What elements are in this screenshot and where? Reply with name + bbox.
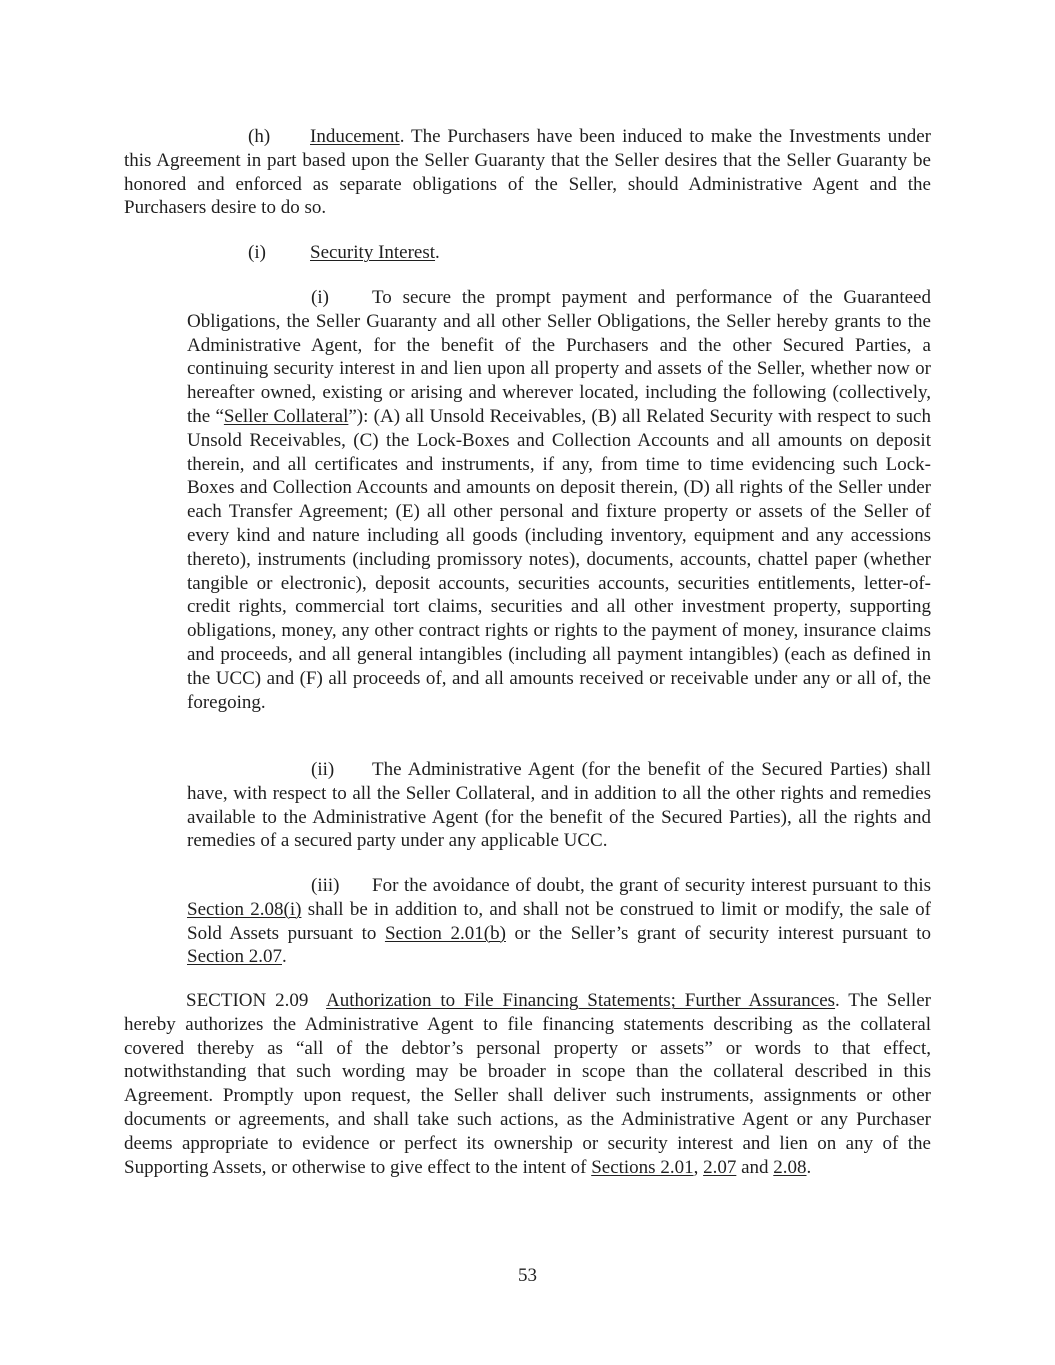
subparagraph-ii	[187, 758, 931, 853]
paragraph-label: (h)	[248, 126, 271, 147]
section-text: . The Seller hereby authorizes the Administrative Agent to file financing statements describing as the collateral covered thereby as “all of the debtor’s personal property or assets” or words to that effect, notwithstanding that such wording may be broader in scope than the collateral described in this Agreement. Promptly upon request, the Seller shall deliver such instruments, assignments or other documents or agreements, and shall take such actions, as the Administrative Agent or any Purchaser deems appropriate to evidence or perfect its ownership or security interest and lien on any of the Supporting Assets, or otherwise to give effect to the intent of	[124, 990, 932, 1178]
subparagraph-text: ”): (A) all Unsold Receivables, (B) all Related Security with respect to such Unsold Receivables, (C) the Lock-Boxes and Collection Accounts and all amounts on deposit therein, and all certificates and instruments, if any, from time to time evidencing such Lock-Boxes and Collection Accounts and amounts on deposit therein, (D) all rights of the Seller under each Transfer Agreement; (E) all other personal and fixture property or assets of the Seller of every kind and nature including all goods (including inventory, equipment and any accessions thereto), instruments (including promissory notes), documents, accounts, chattel paper (whether tangible or electronic), deposit accounts, securities accounts, securities entitlements, letter-of-credit rights, commercial tort claims, securities and all other investment property, supporting obligations, money, any other contract rights or rights to the payment of money, insurance claims and proceeds, and all general intangibles (including all payment intangibles) (each as defined in the UCC) and (F) all proceeds of, and all amounts received or receivable under any or all of, the foregoing.	[187, 405, 931, 713]
page-number: 53	[518, 1265, 537, 1286]
section-reference: Sections 2.01	[591, 1156, 694, 1178]
section-reference: 2.07	[703, 1156, 737, 1178]
section-text: and	[736, 1156, 774, 1178]
subparagraph-text: To secure the prompt payment and performance of the Guaranteed Obligations, the Seller Guaranty and all other Seller Obligations, the Seller hereby grants to the Administrative Agent, for the benefit of the Purchasers and the other Secured Parties, a continuing security interest in and lien upon all property and assets of the Seller, whether now or hereafter owned, existing or arising and wherever located, including the following (collectively, the “	[187, 287, 931, 427]
section-reference: Section 2.08(i)	[187, 898, 302, 920]
defined-term-seller-collateral: Seller Collateral	[223, 405, 349, 427]
paragraph-h-inducement	[124, 125, 931, 220]
section-text: ,	[693, 1156, 704, 1178]
section-reference: Section 2.07	[187, 946, 282, 968]
subparagraph-label: (iii)	[311, 875, 340, 896]
paragraph-heading: Inducement	[310, 126, 400, 147]
subparagraph-text: The Administrative Agent (for the benefit of the Secured Parties) shall have, with respect to all the Seller Collateral, and in addition to all the other rights and remedies available to the Administrative Agent (for the benefit of the Secured Parties), all the rights and remedies of a secured party under any applicable UCC.	[187, 759, 931, 852]
section-heading: Authorization to File Financing Statements; Further Assurances	[326, 990, 836, 1011]
section-number: SECTION 2.09	[186, 990, 309, 1011]
subparagraph-iii	[187, 874, 931, 969]
subparagraph-i	[187, 286, 931, 714]
paragraph-heading: Security Interest	[310, 242, 436, 263]
section-reference: 2.08	[773, 1156, 807, 1178]
section-text: .	[806, 1156, 812, 1178]
paragraph-i-security-interest	[124, 241, 931, 265]
paragraph-text: . The Purchasers have been induced to make the Investments under this Agreement in part based upon the Seller Guaranty that the Seller desires that the Seller Guaranty be honored and enforced as separate obligations of the Seller, should Administrative Agent and the Purchasers desire to do so.	[124, 126, 931, 219]
subparagraph-text: or the Seller’s grant of security interest pursuant to	[505, 922, 931, 944]
section-2-09	[124, 989, 931, 1179]
section-reference: Section 2.01(b)	[384, 922, 506, 944]
subparagraph-label: (ii)	[311, 759, 335, 780]
paragraph-label: (i)	[248, 242, 266, 263]
paragraph-period: .	[435, 242, 440, 263]
subparagraph-text: For the avoidance of doubt, the grant of security interest pursuant to this	[372, 875, 931, 896]
subparagraph-text: shall be in addition to, and shall not be construed to limit or modify, the sale of Sold Assets pursuant to	[187, 898, 931, 944]
subparagraph-label: (i)	[311, 287, 329, 308]
subparagraph-text: .	[282, 946, 287, 968]
